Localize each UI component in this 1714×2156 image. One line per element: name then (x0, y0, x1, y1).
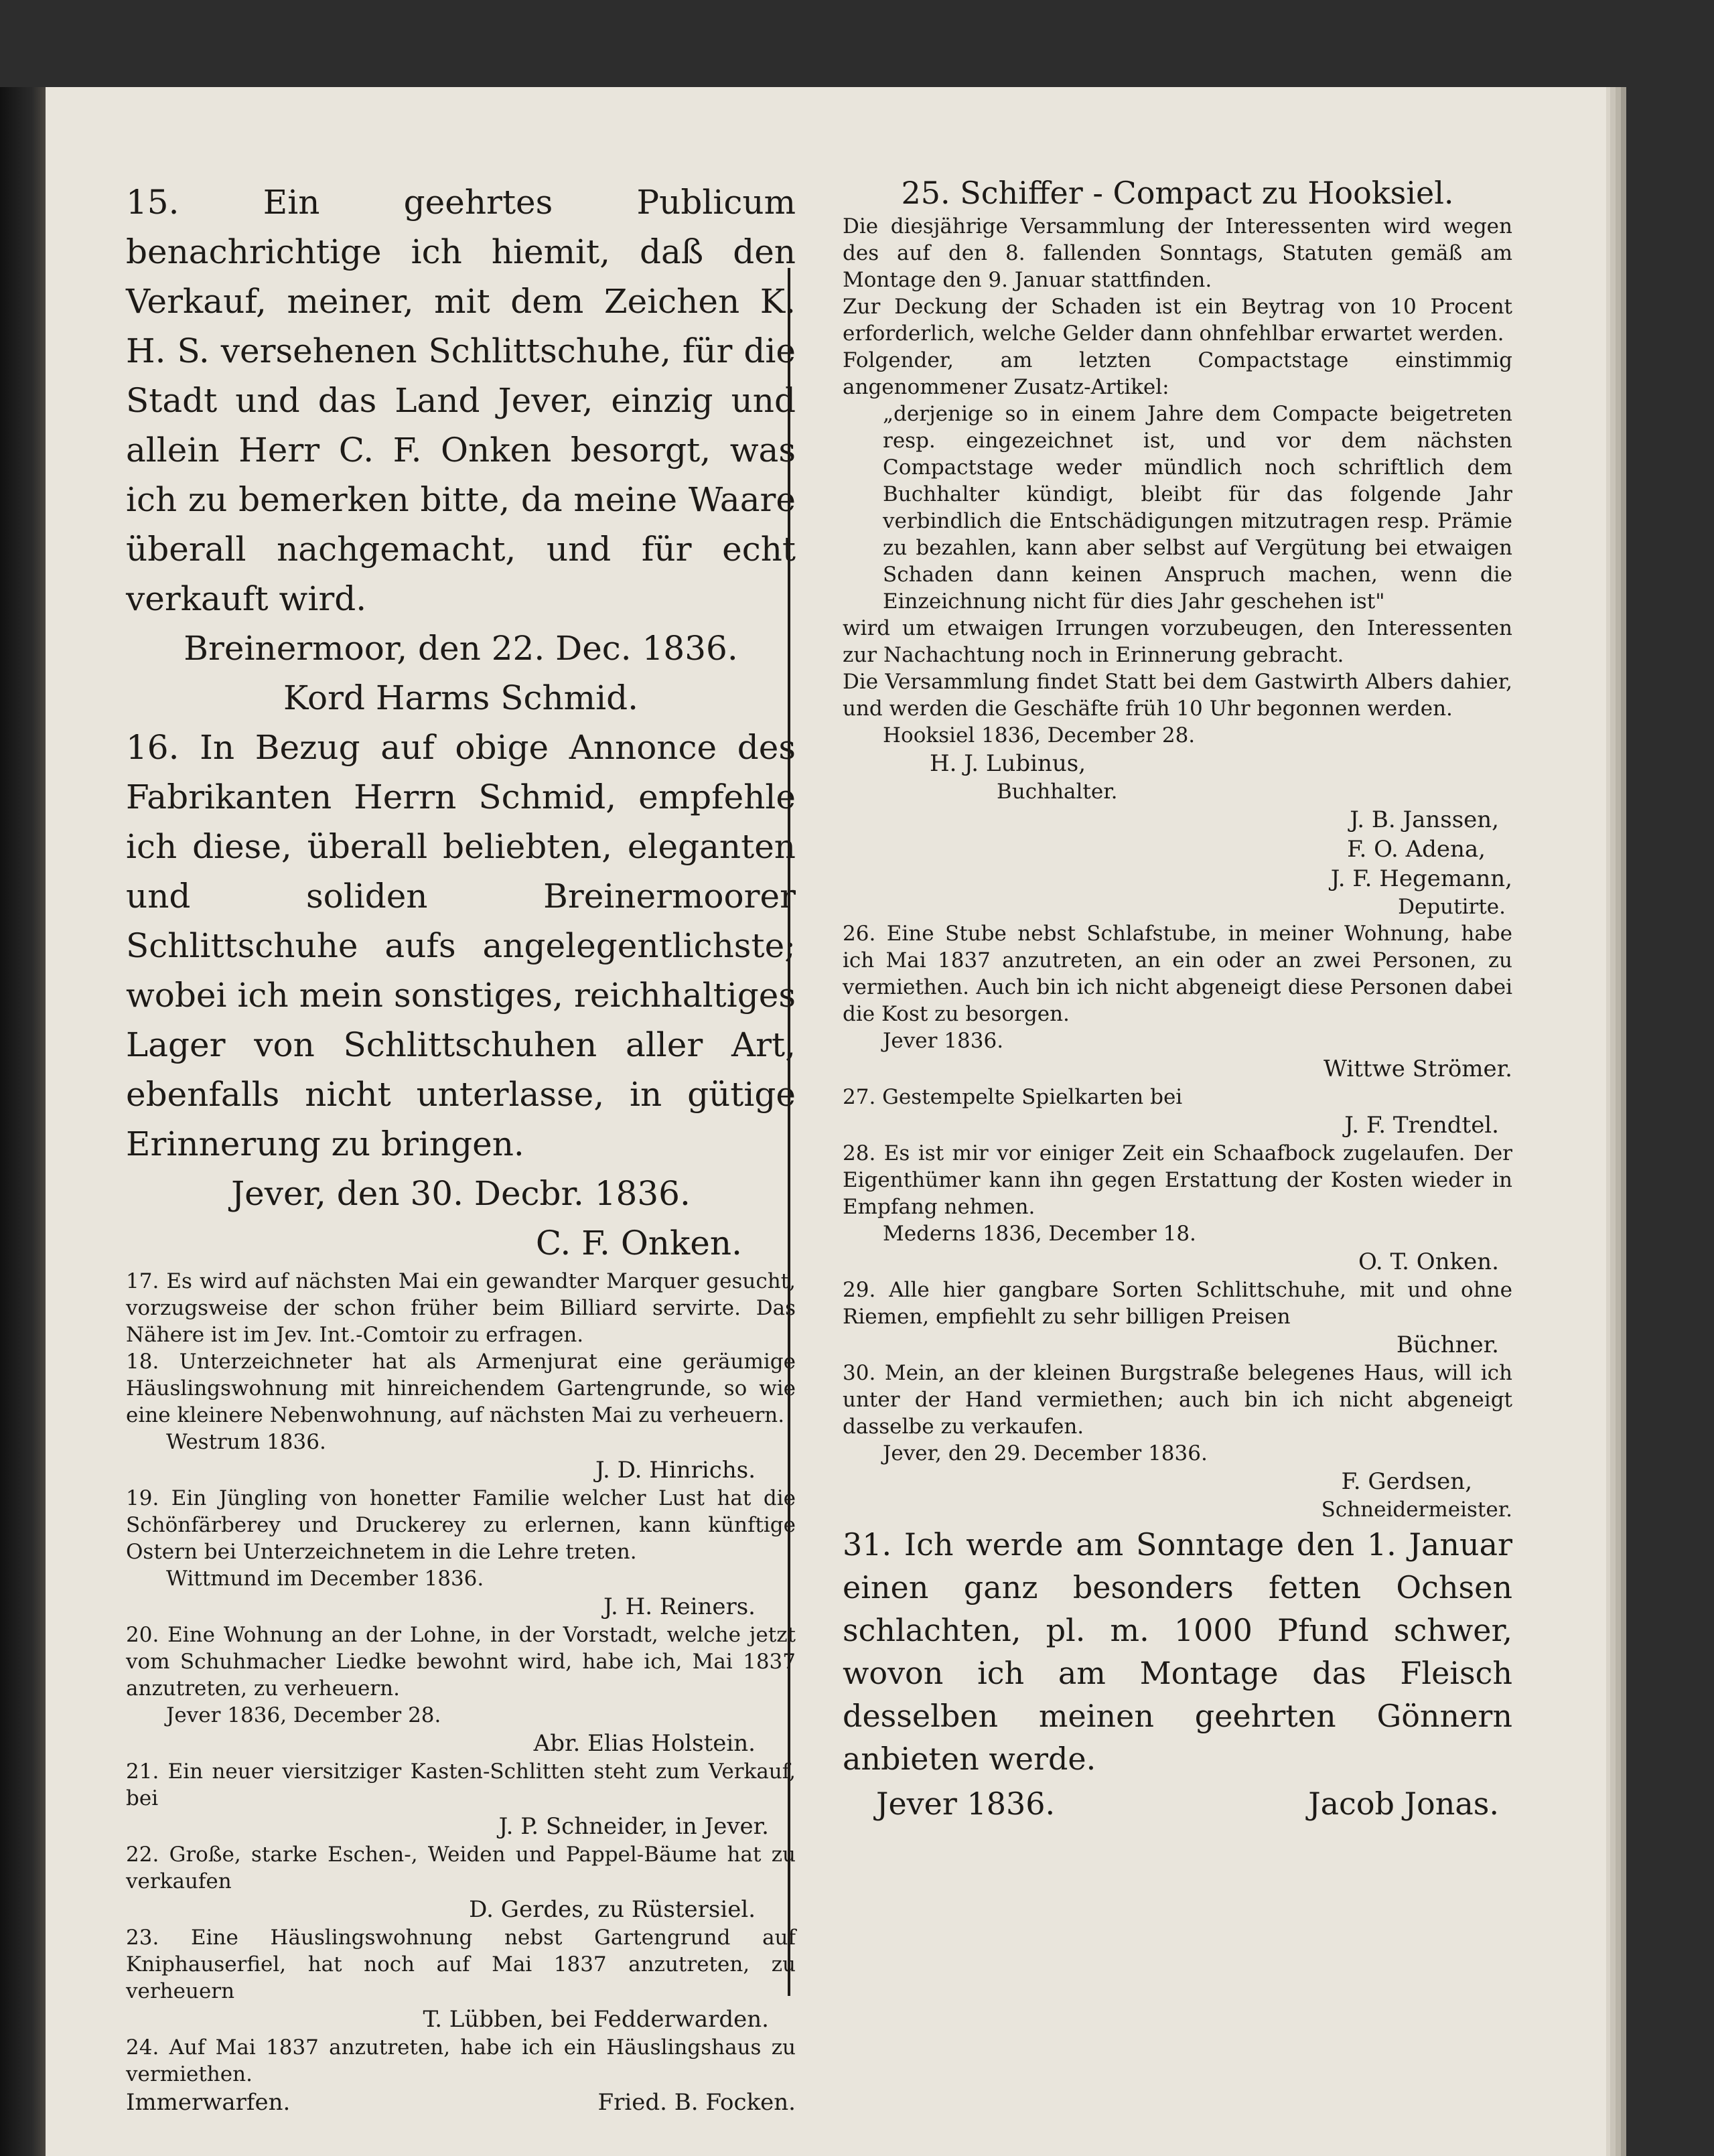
ad-28-place-date: Mederns 1836, December 18. (883, 1222, 1196, 1246)
ad-25-deputies-role: Deputirte. (1398, 895, 1506, 919)
ad-31-place: Jever 1836. (876, 1786, 1056, 1822)
ad-24-signature: Fried. B. Focken. (597, 2089, 796, 2116)
ad-15-text: 15. Ein geehrtes Publicum benachrichtige ich hiemit, daß den Verkauf, meiner, mit dem Zeichen K. H. S. versehenen Schlittschuhe, für die Stadt und das Land Jever, einzig und allein Herr C. F. Onken besorgt, was ich zu bemerken bitte, da meine Waare überall nachgemacht, und für echt verkauft wird. (126, 183, 796, 618)
ad-25-paragraph-4: wird um etwaigen Irrungen vorzubeugen, den Interessenten zur Nachachtung noch in Erinnerung gebracht. (843, 616, 1512, 667)
ad-30-text: 30. Mein, an der kleinen Burgstraße belegenes Haus, will ich unter der Hand vermiethen; auch bin ich nicht abgeneigt dasselbe zu verkaufen. (843, 1361, 1512, 1439)
ad-16-place-date: Jever, den 30. Decbr. 1836. (231, 1174, 691, 1213)
ad-30-place-date: Jever, den 29. December 1836. (883, 1441, 1208, 1465)
ad-29-text: 29. Alle hier gangbare Sorten Schlittschuhe, mit und ohne Riemen, empfiehlt zu sehr billigen Preisen (843, 1278, 1512, 1329)
ad-26-place-date: Jever 1836. (883, 1029, 1004, 1053)
ad-22-text: 22. Große, starke Eschen-, Weiden und Pappel-Bäume hat zu verkaufen (126, 1843, 796, 1893)
ad-31-text: 31. Ich werde am Sonntage den 1. Januar einen ganz besonders fetten Ochsen schlachten, pl. m. 1000 Pfund schwer, wovon ich am Montage das Fleisch desselben meinen geehrten Gönnern anbieten werde. (843, 1526, 1512, 1777)
ad-15-signature: Kord Harms Schmid. (283, 678, 638, 717)
ad-28-signature: O. T. Onken. (1358, 1248, 1499, 1275)
ad-26-signature: Wittwe Strömer. (1324, 1056, 1512, 1082)
ad-21-signature: J. P. Schneider, in Jever. (498, 1813, 769, 1840)
ad-23-signature: T. Lübben, bei Fedderwarden. (423, 2006, 769, 2033)
ad-20-signature: Abr. Elias Holstein. (533, 1730, 756, 1757)
ad-25-signature-3: F. O. Adena, (1347, 836, 1486, 863)
ad-25-signature-1: H. J. Lubinus, (930, 750, 1086, 777)
ad-19-text: 19. Ein Jüngling von honetter Familie welcher Lust hat die Schönfärberey und Druckerey zu erlernen, kann künftige Ostern bei Unterzeichnetem in die Lehre treten. (126, 1486, 796, 1564)
ad-16-signature: C. F. Onken. (535, 1224, 742, 1263)
ad-25-signature-1-role: Buchhalter. (997, 780, 1118, 804)
ad-19-place-date: Wittmund im December 1836. (166, 1567, 484, 1591)
ad-25-signature-2: J. B. Janssen, (1350, 806, 1499, 833)
ad-18-signature: J. D. Hinrichs. (595, 1457, 756, 1484)
ad-20-text: 20. Eine Wohnung an der Lohne, in der Vorstadt, welche jetzt vom Schuhmacher Liedke bewohnt wird, habe ich, Mai 1837 anzutreten, zu verheuern. (126, 1623, 796, 1701)
ad-24-place: Immerwarfen. (126, 2089, 291, 2116)
ad-25-place-date: Hooksiel 1836, December 28. (883, 723, 1196, 747)
ad-25-paragraph-2: Zur Deckung der Schaden ist ein Beytrag von 10 Procent erforderlich, welche Gelder dann ohnfehlbar erwartet werden. (843, 295, 1512, 346)
ad-27-text: 27. Gestempelte Spielkarten bei (843, 1085, 1183, 1109)
ad-25-paragraph-3: Folgender, am letzten Compactstage einstimmig angenommener Zusatz-Artikel: (843, 348, 1512, 399)
ad-25-paragraph-1: Die diesjährige Versammlung der Interessenten wird wegen des auf den 8. fallenden Sonntags, Statuten gemäß am Montage den 9. Januar stattfinden. (843, 214, 1512, 292)
ad-23-text: 23. Eine Häuslingswohnung nebst Gartengrund auf Kniphauserfiel, hat noch auf Mai 1837 anzutreten, zu verheuern (126, 1926, 796, 2003)
ad-18-place-date: Westrum 1836. (166, 1430, 326, 1454)
ad-27-signature: J. F. Trendtel. (1344, 1112, 1499, 1139)
ad-25-signature-4: J. F. Hegemann, (1330, 865, 1512, 892)
ad-21-text: 21. Ein neuer viersitziger Kasten-Schlitten steht zum Verkauf, bei (126, 1759, 796, 1810)
ad-29-signature: Büchner. (1396, 1332, 1499, 1358)
ad-19-signature: J. H. Reiners. (603, 1593, 756, 1620)
right-column (843, 173, 1512, 1827)
ad-25-quote: „derjenige so in einem Jahre dem Compacte beigetreten resp. eingezeichnet ist, und vor dem nächsten Compactstage weder mündlich noch schriftlich dem Buchhalter kündigt, bleibt für das folgende Jahr verbindlich die Entschädigungen mitzutragen resp. Prämie zu bezahlen, kann aber selbst auf Vergütung bei etwaigen Schaden dann keinen Anspruch machen, wenn die Einzeichnung nicht für dies Jahr geschehen ist" (883, 402, 1512, 614)
ad-26-text: 26. Eine Stube nebst Schlafstube, in meiner Wohnung, habe ich Mai 1837 anzutreten, an ein oder an zwei Personen, zu vermiethen. Auch bin ich nicht abgeneigt diese Personen dabei die Kost zu besorgen. (843, 922, 1512, 1026)
ad-24-text: 24. Auf Mai 1837 anzutreten, habe ich ein Häuslingshaus zu vermiethen. (126, 2035, 796, 2086)
ad-15-place-date: Breinermoor, den 22. Dec. 1836. (184, 629, 738, 668)
ad-30-signature: F. Gerdsen, (1341, 1468, 1472, 1495)
newspaper-page (46, 87, 1606, 2156)
left-column (126, 177, 796, 2117)
ad-24-footer (126, 2088, 796, 2117)
ad-16-text: 16. In Bezug auf obige Annonce des Fabrikanten Herrn Schmid, empfehle ich diese, überall beliebten, eleganten und soliden Breinermoorer Schlittschuhe aufs angelegentlichste; wobei ich mein sonstiges, reichhaltiges Lager von Schlittschuhen aller Art, ebenfalls nicht unterlasse, in gütige Erinnerung zu bringen. (126, 728, 796, 1163)
ad-30-role: Schneidermeister. (1321, 1498, 1512, 1522)
ad-25-heading: 25. Schiffer - Compact zu Hooksiel. (901, 175, 1454, 211)
ad-22-signature: D. Gerdes, zu Rüstersiel. (469, 1896, 756, 1923)
ad-28-text: 28. Es ist mir vor einiger Zeit ein Schaafbock zugelaufen. Der Eigenthümer kann ihn gegen Erstattung der Kosten wieder in Empfang nehmen. (843, 1141, 1512, 1219)
ad-17-text: 17. Es wird auf nächsten Mai ein gewandter Marquer gesucht, vorzugsweise der schon früher beim Billiard servirte. Das Nähere ist im Jev. Int.-Comtoir zu erfragen. (126, 1269, 796, 1347)
ad-31-signature: Jacob Jonas. (1308, 1786, 1499, 1822)
ad-18-text: 18. Unterzeichneter hat als Armenjurat eine geräumige Häuslingswohnung mit hinreichendem Gartengrunde, so wie eine kleinere Nebenwohnung, auf nächsten Mai zu verheuern. (126, 1350, 796, 1427)
ad-20-place-date: Jever 1836, December 28. (166, 1703, 441, 1727)
ad-25-paragraph-5: Die Versammlung findet Statt bei dem Gastwirth Albers dahier, und werden die Geschäfte früh 10 Uhr begonnen werden. (843, 670, 1512, 721)
ad-31-footer (843, 1780, 1512, 1827)
